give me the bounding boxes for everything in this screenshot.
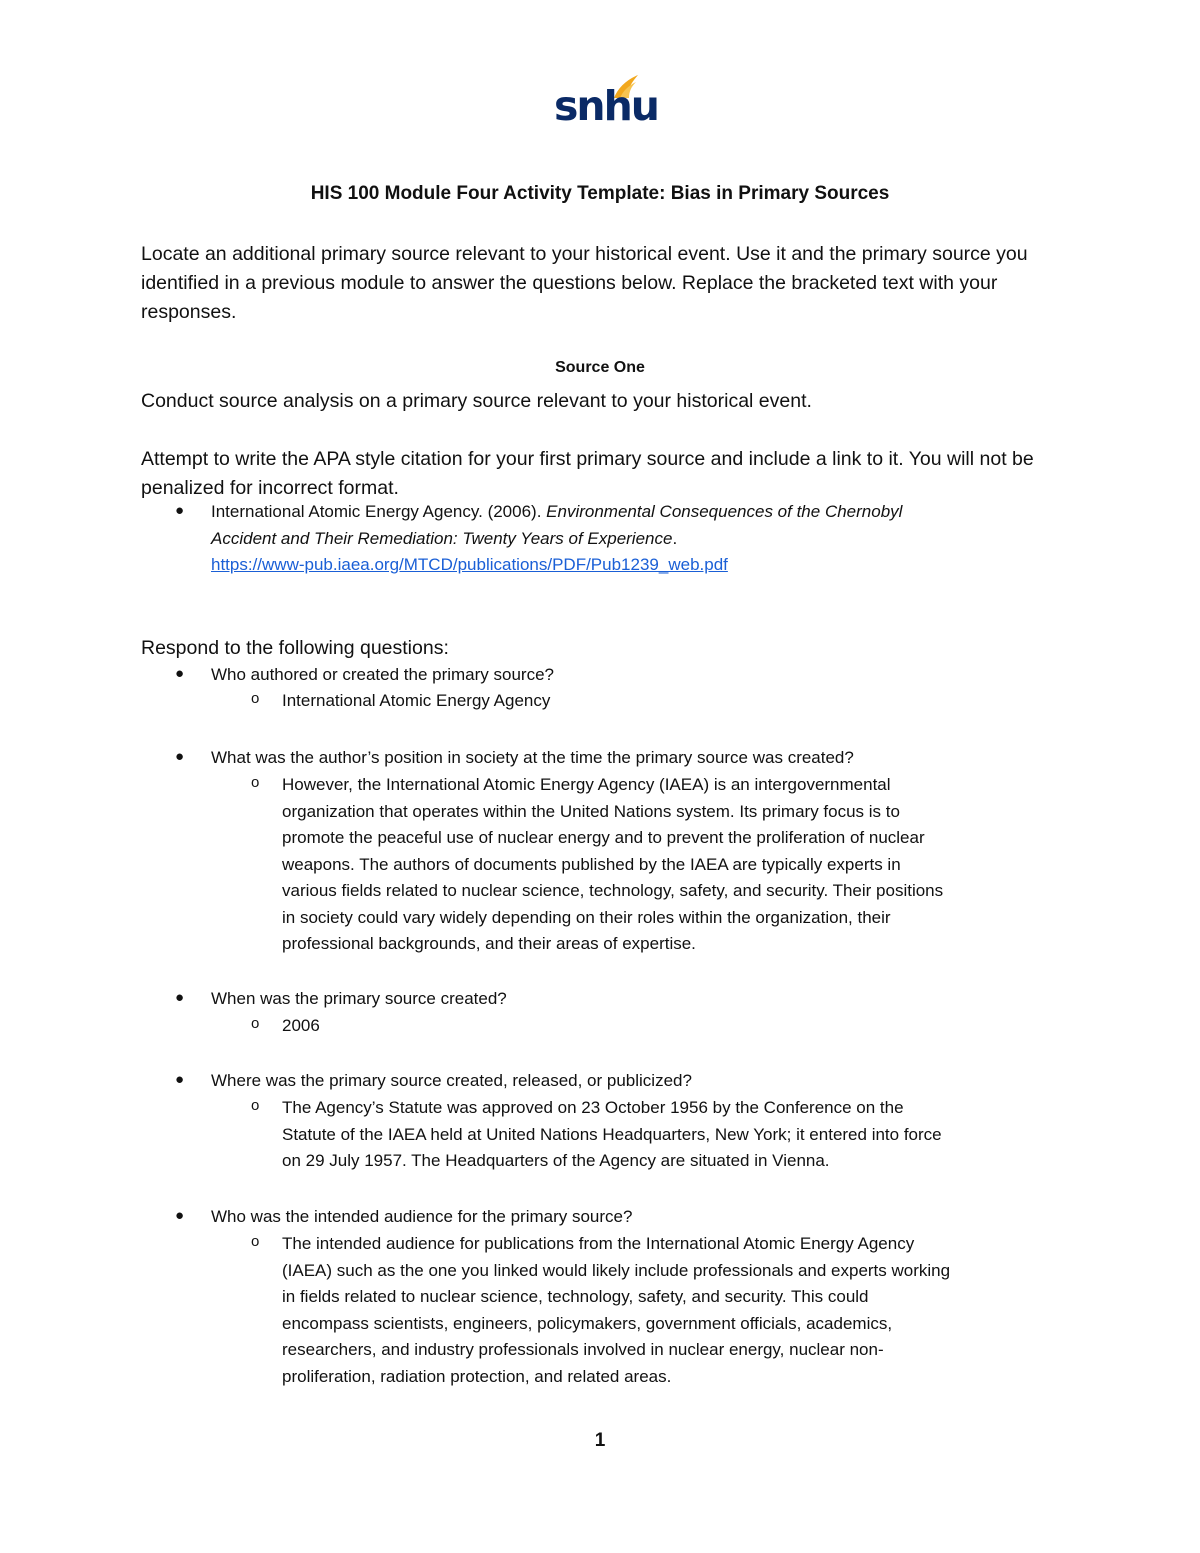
citation-title-end: . <box>672 528 678 548</box>
answer-line: researchers, and industry professionals involved in nuclear energy, nuclear non- <box>282 1340 884 1359</box>
sub-bullet-icon: o <box>251 1097 260 1114</box>
answer-line: promote the peaceful use of nuclear energy and to prevent the proliferation of nuclear <box>282 828 925 847</box>
bullet-icon: ● <box>175 665 185 682</box>
answer-1: International Atomic Energy Agency <box>282 691 551 710</box>
answer-line: professional backgrounds, and their areas of expertise. <box>282 934 696 953</box>
answer-line: encompass scientists, engineers, policymakers, government officials, academics, <box>282 1313 893 1333</box>
snhu-logo <box>554 74 658 132</box>
question-4: Where was the primary source created, released, or publicized? <box>211 1071 692 1090</box>
bullet-icon: ● <box>175 989 185 1006</box>
bullet-icon: ● <box>175 1207 185 1224</box>
citation-link[interactable]: https://www-pub.iaea.org/MTCD/publications/PDF/Pub1239_web.pdf <box>211 555 728 574</box>
bullet-icon: ● <box>175 502 185 519</box>
bullet-icon: ● <box>175 1071 185 1088</box>
answer-5 <box>282 1231 1067 1390</box>
citation-title-line2: Accident and Their Remediation: Twenty Years of Experience <box>211 528 673 548</box>
citation <box>211 499 1071 579</box>
question-1: Who authored or created the primary source? <box>211 665 555 684</box>
answer-line: various fields related to nuclear science, technology, safety, and security. Their positions <box>282 881 944 900</box>
bullet-icon: ● <box>175 748 185 765</box>
answer-line: weapons. The authors of documents published by the IAEA are typically experts in <box>282 854 901 874</box>
answer-3: 2006 <box>282 1016 320 1035</box>
section-heading: Source One <box>555 359 645 376</box>
sub-bullet-icon: o <box>251 690 260 707</box>
intro-paragraph: Locate an additional primary source relevant to your historical event. Use it and the primary source you identified in a previous module to answer the questions below. Replace the bracketed text with your responses. <box>141 243 1028 323</box>
citation-author-year: International Atomic Energy Agency. (2006). <box>211 502 547 521</box>
answer-2 <box>282 772 1067 958</box>
citation-title-line1: Environmental Consequences of the Chernobyl <box>546 502 903 521</box>
attempt-paragraph: Attempt to write the APA style citation for your first primary source and include a link to it. You will not be penalized for incorrect format. <box>141 448 1034 499</box>
answer-line: Statute of the IAEA held at United Nations Headquarters, New York; it entered into force <box>282 1124 942 1144</box>
logo-text: snhu <box>554 82 658 130</box>
answer-line: on 29 July 1957. The Headquarters of the Agency are situated in Vienna. <box>282 1151 830 1170</box>
answer-line: organization that operates within the United Nations system. Its primary focus is to <box>282 801 900 821</box>
answer-line: However, the International Atomic Energy Agency (IAEA) is an intergovernmental <box>282 775 891 794</box>
sub-bullet-icon: o <box>251 1015 260 1032</box>
answer-line: in fields related to nuclear science, technology, safety, and security. This could <box>282 1287 869 1306</box>
conduct-paragraph: Conduct source analysis on a primary source relevant to your historical event. <box>141 390 812 412</box>
page-number: 1 <box>594 1430 606 1451</box>
answer-line: (IAEA) such as the one you linked would likely include professionals and experts working <box>282 1260 951 1280</box>
answer-line: The Agency’s Statute was approved on 23 October 1956 by the Conference on the <box>282 1098 904 1117</box>
sub-bullet-icon: o <box>251 774 260 791</box>
answer-line: proliferation, radiation protection, and related areas. <box>282 1366 672 1386</box>
question-2: What was the author’s position in society at the time the primary source was created? <box>211 748 854 767</box>
question-5: Who was the intended audience for the primary source? <box>211 1207 633 1226</box>
respond-heading: Respond to the following questions: <box>141 637 449 659</box>
answer-line: The intended audience for publications from the International Atomic Energy Agency <box>282 1234 915 1253</box>
sub-bullet-icon: o <box>251 1233 260 1250</box>
document-title: HIS 100 Module Four Activity Template: Bias in Primary Sources <box>310 183 890 204</box>
question-3: When was the primary source created? <box>211 989 507 1008</box>
answer-4 <box>282 1095 1067 1175</box>
answer-line: in society could vary widely depending on their roles within the organization, their <box>282 907 891 927</box>
